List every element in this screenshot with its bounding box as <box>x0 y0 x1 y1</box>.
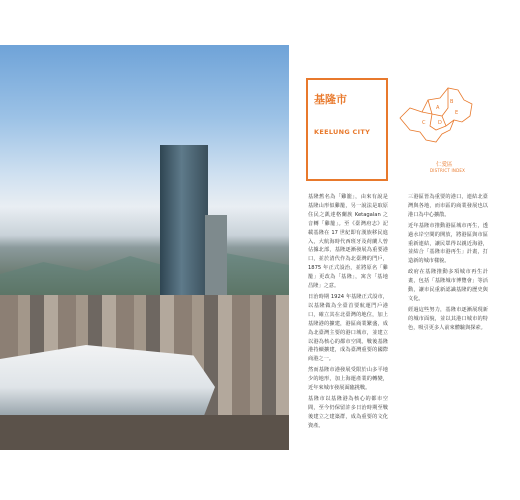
text-column-left <box>308 193 388 433</box>
map-label: 仁愛區 <box>436 162 453 168</box>
region-label: B <box>450 99 454 105</box>
region-label: D <box>438 120 442 126</box>
photo-foreground <box>0 415 289 450</box>
page-title: 基隆市 <box>314 93 347 106</box>
city-harbor-photo <box>0 45 289 450</box>
region-label: A <box>436 105 440 111</box>
paragraph: 近年基隆市推動港區城市再生，透過水岸空間的開放，將港區與市區重新連結，讓民眾得以親近海港，並結合「基隆市港再生」計畫，打造新的城市樣貌。 <box>408 222 488 265</box>
paragraph: 然而基隆市港發展受限於山多平地少的地形，加上海運產業的轉變，近年來城市發展面臨挑戰。 <box>308 367 388 392</box>
paragraph: 經過這些努力，基隆市逐漸展現新的城市面貌，並以其港口城市的特色，吸引更多人前來體驗與探索。 <box>408 306 488 331</box>
page-subtitle: KEELUNG CITY <box>314 128 371 136</box>
text-column-right <box>408 193 488 335</box>
paragraph: 基隆市以基隆港為核心的都市空間，至今仍保留許多日治時期至戰後建立之建築群，成為重要的文化資產。 <box>308 395 388 429</box>
region-label: E <box>455 110 459 116</box>
region-label: C <box>422 120 426 126</box>
paragraph: 政府在基隆推動多項城市再生計畫，包括「基隆城市博覽會」等活動，讓市民重新認識基隆的歷史與文化。 <box>408 269 488 302</box>
paragraph: 基隆舊名為「雞籠」，由來有說是基隆山形似雞籠，另一說法是取原住民之凱達格蘭族 Ketagalan 之音轉「雞籠」。至《臺灣府志》記載基隆在 17 世紀即有漢族移民進入，大航海時代西班牙及荷蘭人曾佔據北部，基隆逐漸發展為重要港口，並於清代作為北臺灣的門戶，1875 年正式設治，並將原名「雞籠」更改為「基隆」，寓含「基地昌隆」之意。 <box>308 194 388 290</box>
map-label-en: DISTRICT INDEX <box>430 168 466 173</box>
paragraph: 日治時期 1924 年基隆正式設市，以基隆做為全臺首要航運門戶港口，確立其在北臺灣的地位，加上基隆港的擴建，港區商業繁盛，成為北臺灣主要的港口城市，並建立以港為核心的都市空間。戰後基隆港持續擴建，成為臺灣重要的國際商港之一。 <box>308 293 388 363</box>
district-map <box>392 78 476 181</box>
paragraph: 三港區皆為重要的港口，連結北臺灣與各地，而市區的商業發展也以港口為中心擴散。 <box>408 194 488 218</box>
photo-ship <box>0 345 215 415</box>
